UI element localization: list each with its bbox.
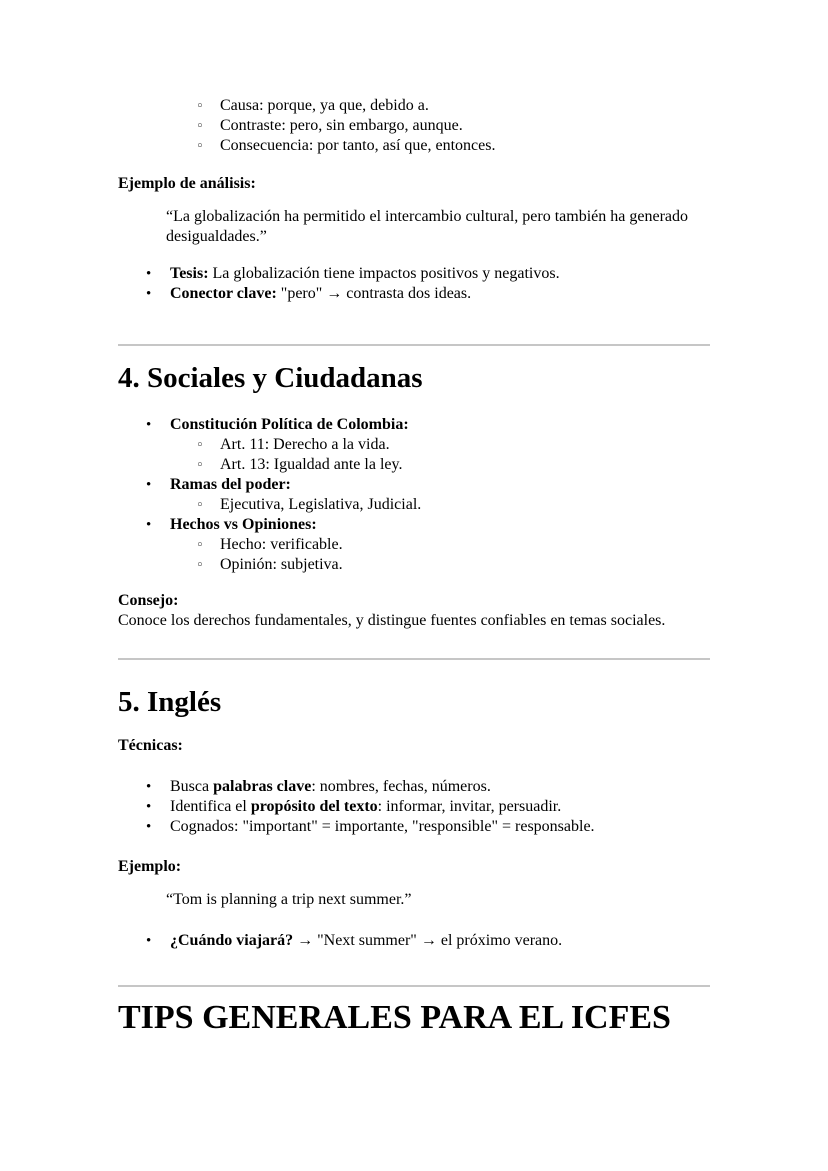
section-divider bbox=[118, 344, 710, 346]
bullet-icon: • bbox=[146, 477, 152, 493]
circle-bullet-icon: ◦ bbox=[196, 498, 204, 513]
bullet-icon: • bbox=[146, 819, 152, 835]
list-item-bold: Conector clave: bbox=[170, 285, 277, 302]
circle-bullet-icon: ◦ bbox=[196, 458, 204, 473]
list-item-text: Causa: porque, ya que, debido a. bbox=[220, 97, 429, 114]
list-item bbox=[196, 116, 710, 136]
list-item-text: Cognados: "important" = importante, "responsible" = responsable. bbox=[170, 818, 595, 835]
circle-bullet-icon: ◦ bbox=[196, 99, 204, 114]
section-divider bbox=[118, 985, 710, 987]
sublist bbox=[170, 435, 710, 475]
list-item bbox=[146, 515, 710, 575]
circle-bullet-icon: ◦ bbox=[196, 538, 204, 553]
circle-bullet-icon: ◦ bbox=[196, 119, 204, 134]
list-item-text: : nombres, fechas, números. bbox=[311, 778, 491, 795]
tips-heading: TIPS GENERALES PARA EL ICFES bbox=[118, 999, 671, 1036]
consejo-text: Conoce los derechos fundamentales, y distingue fuentes confiables en temas sociales. bbox=[118, 612, 666, 629]
list-item-bold: Tesis: bbox=[170, 265, 209, 282]
list-item-bold: Constitución Política de Colombia: bbox=[170, 416, 409, 433]
bullet-icon: • bbox=[146, 286, 152, 302]
bullet-icon: • bbox=[146, 517, 152, 533]
circle-bullet-icon: ◦ bbox=[196, 558, 204, 573]
consejo-label: Consejo: bbox=[118, 592, 179, 609]
list-item bbox=[196, 136, 710, 156]
list-item-text: → "Next summer" → el próximo verano. bbox=[293, 932, 563, 949]
list-item bbox=[196, 555, 710, 575]
list-item-text: Busca bbox=[170, 778, 214, 795]
list-item bbox=[146, 777, 710, 797]
list-item bbox=[146, 931, 710, 951]
bullet-icon: • bbox=[146, 933, 152, 949]
section-divider bbox=[118, 658, 710, 660]
list-item bbox=[196, 96, 710, 116]
tecnicas-label: Técnicas: bbox=[118, 737, 183, 754]
list-item bbox=[146, 284, 710, 304]
bullet-icon: • bbox=[146, 779, 152, 795]
sublist bbox=[170, 535, 710, 575]
list-item bbox=[146, 797, 710, 817]
list-item-text: "pero" → contrasta dos ideas. bbox=[276, 285, 472, 302]
cuando-list bbox=[118, 931, 710, 951]
list-item-text: Art. 13: Igualdad ante la ley. bbox=[220, 456, 403, 473]
list-item bbox=[146, 475, 710, 515]
list-item bbox=[146, 415, 710, 475]
sublist bbox=[170, 495, 710, 515]
circle-bullet-icon: ◦ bbox=[196, 139, 204, 154]
list-item-bold: propósito del texto bbox=[250, 798, 378, 815]
connector-sublist bbox=[118, 96, 710, 156]
list-item-text: : informar, invitar, persuadir. bbox=[377, 798, 562, 815]
ejemplo-label: Ejemplo: bbox=[118, 858, 182, 875]
list-item bbox=[196, 535, 710, 555]
list-item bbox=[196, 495, 710, 515]
list-item-text: Consecuencia: por tanto, así que, entonces. bbox=[220, 137, 496, 154]
list-item bbox=[146, 264, 710, 284]
tom-quote: “Tom is planning a trip next summer.” bbox=[166, 891, 412, 908]
bullet-icon: • bbox=[146, 266, 152, 282]
list-item-text: Art. 11: Derecho a la vida. bbox=[220, 436, 390, 453]
bullet-icon: • bbox=[146, 799, 152, 815]
list-item-bold: Hechos vs Opiniones: bbox=[170, 516, 317, 533]
list-item-text: Identifica el bbox=[170, 798, 251, 815]
list-item-bold: ¿Cuándo viajará? bbox=[170, 932, 294, 949]
list-item bbox=[196, 435, 710, 455]
list-item bbox=[196, 455, 710, 475]
circle-bullet-icon: ◦ bbox=[196, 438, 204, 453]
list-item-text: Opinión: subjetiva. bbox=[220, 556, 343, 573]
ejemplo-analisis-label: Ejemplo de análisis: bbox=[118, 175, 256, 192]
list-item-bold: palabras clave bbox=[213, 778, 312, 795]
globalizacion-quote: “La globalización ha permitido el intercambio cultural, pero también ha generado desigualdades.” bbox=[166, 208, 689, 245]
sociales-heading: 4. Sociales y Ciudadanas bbox=[118, 362, 423, 394]
list-item bbox=[146, 817, 710, 837]
list-item-bold: Ramas del poder: bbox=[170, 476, 291, 493]
analysis-list bbox=[118, 264, 710, 304]
list-item-text: Contraste: pero, sin embargo, aunque. bbox=[220, 117, 463, 134]
list-item-text: La globalización tiene impactos positivos y negativos. bbox=[208, 265, 560, 282]
bullet-icon: • bbox=[146, 417, 152, 433]
ingles-heading: 5. Inglés bbox=[118, 686, 222, 718]
list-item-text: Hecho: verificable. bbox=[220, 536, 343, 553]
list-item-text: Ejecutiva, Legislativa, Judicial. bbox=[220, 496, 422, 513]
sociales-list bbox=[118, 415, 710, 575]
tecnicas-list bbox=[118, 777, 710, 837]
consejo-paragraph bbox=[118, 591, 710, 631]
